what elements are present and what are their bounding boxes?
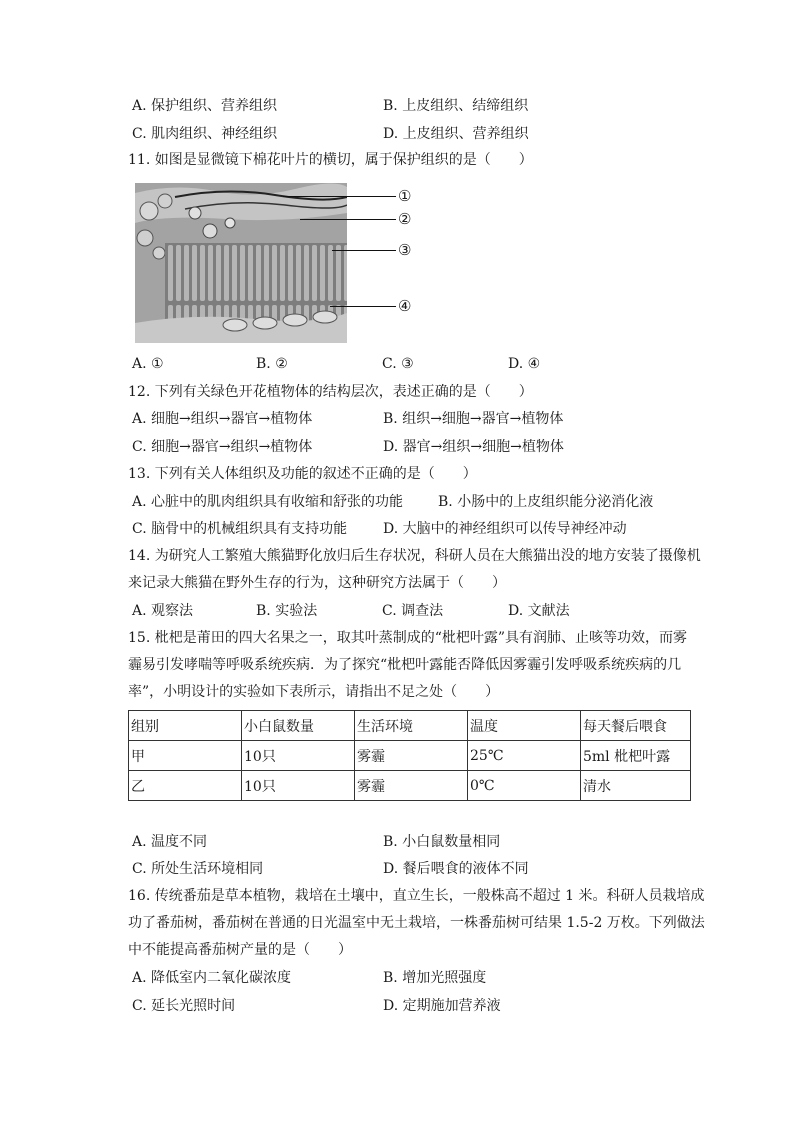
- q10-option-d[interactable]: D. 上皮组织、营养组织: [383, 126, 529, 142]
- q12-option-c[interactable]: C. 细胞→器官→组织→植物体: [132, 439, 313, 455]
- table-header-cell: 生活环境: [355, 711, 468, 741]
- experiment-table: [128, 710, 691, 801]
- marker-4: ④: [398, 297, 412, 315]
- marker-line-4: [330, 306, 396, 307]
- q10-option-b[interactable]: B. 上皮组织、结缔组织: [383, 98, 529, 114]
- q10-option-c[interactable]: C. 肌肉组织、神经组织: [132, 126, 278, 142]
- q14-option-b[interactable]: B. 实验法: [256, 603, 318, 619]
- table-header-row: [129, 711, 691, 741]
- q10-option-a[interactable]: A. 保护组织、营养组织: [132, 98, 278, 114]
- table-header-cell: 组别: [129, 711, 242, 741]
- q15-stem-line2: 霾易引发哮喘等呼吸系统疾病．为了探究“枇杷叶露能否降低因雾霾引发呼吸系统疾病的几: [128, 657, 682, 673]
- q11-stem: 11. 如图是显微镜下棉花叶片的横切，属于保护组织的是（ ）: [128, 152, 533, 168]
- q16-stem-line3: 中不能提高番茄树产量的是（ ）: [128, 942, 352, 958]
- table-cell: 0℃: [468, 771, 581, 801]
- leaf-cross-section-micrograph: [135, 183, 347, 343]
- table-cell: 10只: [242, 741, 355, 771]
- q15-option-c[interactable]: C. 所处生活环境相同: [132, 861, 264, 877]
- q16-option-c[interactable]: C. 延长光照时间: [132, 998, 236, 1014]
- q13-option-d[interactable]: D. 大脑中的神经组织可以传导神经冲动: [383, 521, 627, 537]
- q15-stem-line3: 率”，小明设计的实验如下表所示，请指出不足之处（ ）: [128, 684, 500, 700]
- marker-1: ①: [398, 187, 412, 205]
- q16-stem-line1: 16. 传统番茄是草本植物，栽培在土壤中，直立生长，一般株高不超过 1 米。科研人员栽培成: [128, 888, 705, 904]
- q15-option-b[interactable]: B. 小白鼠数量相同: [383, 834, 501, 850]
- q15-option-d[interactable]: D. 餐后喂食的液体不同: [383, 861, 529, 877]
- marker-3: ③: [398, 241, 412, 259]
- q16-stem-line2: 功了番茄树，番茄树在普通的日光温室中无土栽培，一株番茄树可结果 1.5-2 万枚。下列做法: [128, 915, 705, 931]
- q16-option-a[interactable]: A. 降低室内二氧化碳浓度: [132, 970, 292, 986]
- q13-option-c[interactable]: C. 脑骨中的机械组织具有支持功能: [132, 521, 348, 537]
- table-row: [129, 771, 691, 801]
- table-cell: 甲: [129, 741, 242, 771]
- q11-option-d[interactable]: D. ④: [508, 356, 541, 372]
- q11-option-b[interactable]: B. ②: [256, 356, 288, 372]
- q12-option-d[interactable]: D. 器官→组织→细胞→植物体: [383, 439, 564, 455]
- q14-stem-line2: 来记录大熊猫在野外生存的行为，这种研究方法属于（ ）: [128, 575, 506, 591]
- table-header-cell: 小白鼠数量: [242, 711, 355, 741]
- q12-option-a[interactable]: A. 细胞→组织→器官→植物体: [132, 411, 313, 427]
- q11-option-c[interactable]: C. ③: [382, 356, 414, 372]
- q11-option-a[interactable]: A. ①: [132, 356, 164, 372]
- table-cell: 乙: [129, 771, 242, 801]
- q14-option-c[interactable]: C. 调查法: [382, 603, 444, 619]
- q14-option-a[interactable]: A. 观察法: [132, 603, 194, 619]
- q12-stem: 12. 下列有关绿色开花植物体的结构层次，表述正确的是（ ）: [128, 384, 533, 400]
- table-cell: 雾霾: [355, 741, 468, 771]
- table-cell: 5ml 枇杷叶露: [581, 741, 691, 771]
- table-cell: 25℃: [468, 741, 581, 771]
- marker-2: ②: [398, 210, 412, 228]
- q13-option-a[interactable]: A. 心脏中的肌肉组织具有收缩和舒张的功能: [132, 494, 404, 510]
- marker-line-1: [283, 196, 396, 197]
- table-cell: 10只: [242, 771, 355, 801]
- q16-option-b[interactable]: B. 增加光照强度: [383, 970, 487, 986]
- table-header-cell: 每天餐后喂食: [581, 711, 691, 741]
- q13-option-b[interactable]: B. 小肠中的上皮组织能分泌消化液: [438, 494, 654, 510]
- q14-option-d[interactable]: D. 文献法: [508, 603, 570, 619]
- q12-option-b[interactable]: B. 组织→细胞→器官→植物体: [383, 411, 564, 427]
- q16-option-d[interactable]: D. 定期施加营养液: [383, 998, 501, 1014]
- q15-stem-line1: 15. 枇杷是莆田的四大名果之一，取其叶蒸制成的“枇杷叶露”具有润肺、止咳等功效，而雾: [128, 630, 688, 646]
- micrograph-image: [135, 183, 347, 343]
- table-row: [129, 741, 691, 771]
- marker-line-2: [300, 219, 396, 220]
- table-header-cell: 温度: [468, 711, 581, 741]
- q15-option-a[interactable]: A. 温度不同: [132, 834, 208, 850]
- table-cell: 清水: [581, 771, 691, 801]
- marker-line-3: [332, 250, 396, 251]
- q14-stem-line1: 14. 为研究人工繁殖大熊猫野化放归后生存状况，科研人员在大熊猫出没的地方安装了摄像机: [128, 548, 701, 564]
- q13-stem: 13. 下列有关人体组织及功能的叙述不正确的是（ ）: [128, 466, 477, 482]
- table-cell: 雾霾: [355, 771, 468, 801]
